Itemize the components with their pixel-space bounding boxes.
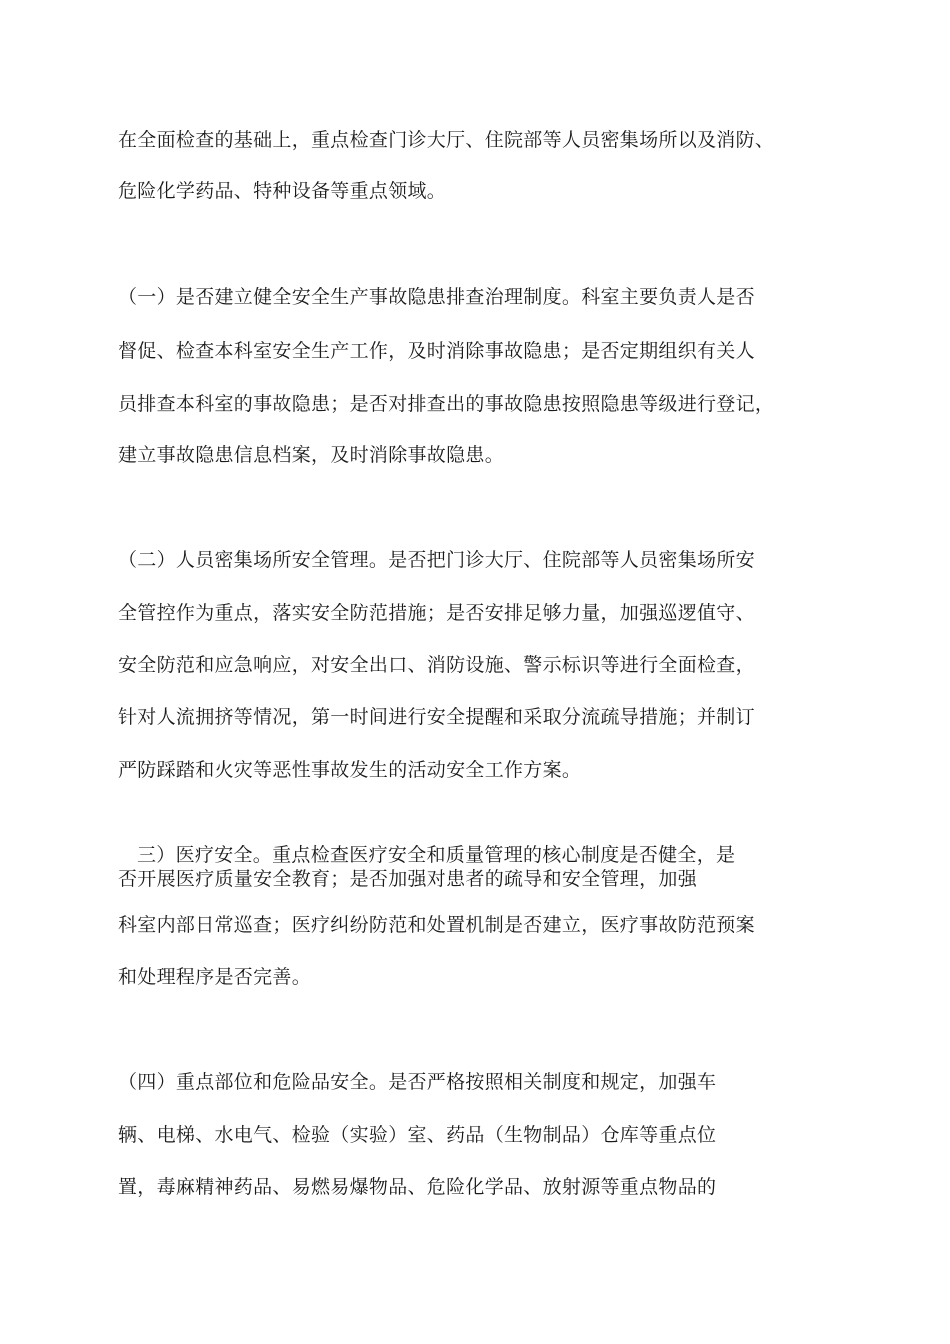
intro-line-2: 危险化学药品、特种设备等重点领域。	[118, 180, 447, 202]
section-3-line-3: 科室内部日常巡查；医疗纠纷防范和处置机制是否建立，医疗事故防范预案	[118, 914, 755, 936]
intro-line-1: 在全面检查的基础上，重点检查门诊大厅、住院部等人员密集场所以及消防、	[118, 129, 775, 151]
section-2-line-1: （二）人员密集场所安全管理。是否把门诊大厅、住院部等人员密集场所安	[118, 549, 755, 571]
section-2-line-5: 严防踩踏和火灾等恶性事故发生的活动安全工作方案。	[118, 759, 582, 781]
section-1-line-4: 建立事故隐患信息档案，及时消除事故隐患。	[118, 444, 505, 466]
section-4-line-2: 辆、电梯、水电气、检验（实验）室、药品（生物制品）仓库等重点位	[118, 1124, 717, 1146]
section-3-line-4: 和处理程序是否完善。	[118, 966, 312, 988]
section-4-line-3: 置，毒麻精神药品、易燃易爆物品、危险化学品、放射源等重点物品的	[118, 1176, 717, 1198]
section-1-line-2: 督促、检查本科室安全生产工作，及时消除事故隐患；是否定期组织有关人	[118, 340, 755, 362]
section-2-line-2: 全管控作为重点，落实安全防范措施；是否安排足够力量，加强巡逻值守、	[118, 602, 755, 624]
section-1-line-3: 员排查本科室的事故隐患；是否对排查出的事故隐患按照隐患等级进行登记，	[118, 393, 775, 415]
section-4-line-1: （四）重点部位和危险品安全。是否严格按照相关制度和规定，加强车	[118, 1071, 717, 1093]
section-1-line-1: （一）是否建立健全安全生产事故隐患排查治理制度。科室主要负责人是否	[118, 286, 755, 308]
section-3-line-2: 否开展医疗质量安全教育；是否加强对患者的疏导和安全管理，加强	[118, 868, 698, 890]
section-2-line-4: 针对人流拥挤等情况，第一时间进行安全提醒和采取分流疏导措施；并制订	[118, 706, 755, 728]
section-3-line-1: 三）医疗安全。重点检查医疗安全和质量管理的核心制度是否健全，是	[137, 844, 736, 866]
section-2-line-3: 安全防范和应急响应，对安全出口、消防设施、警示标识等进行全面检查，	[118, 654, 755, 676]
